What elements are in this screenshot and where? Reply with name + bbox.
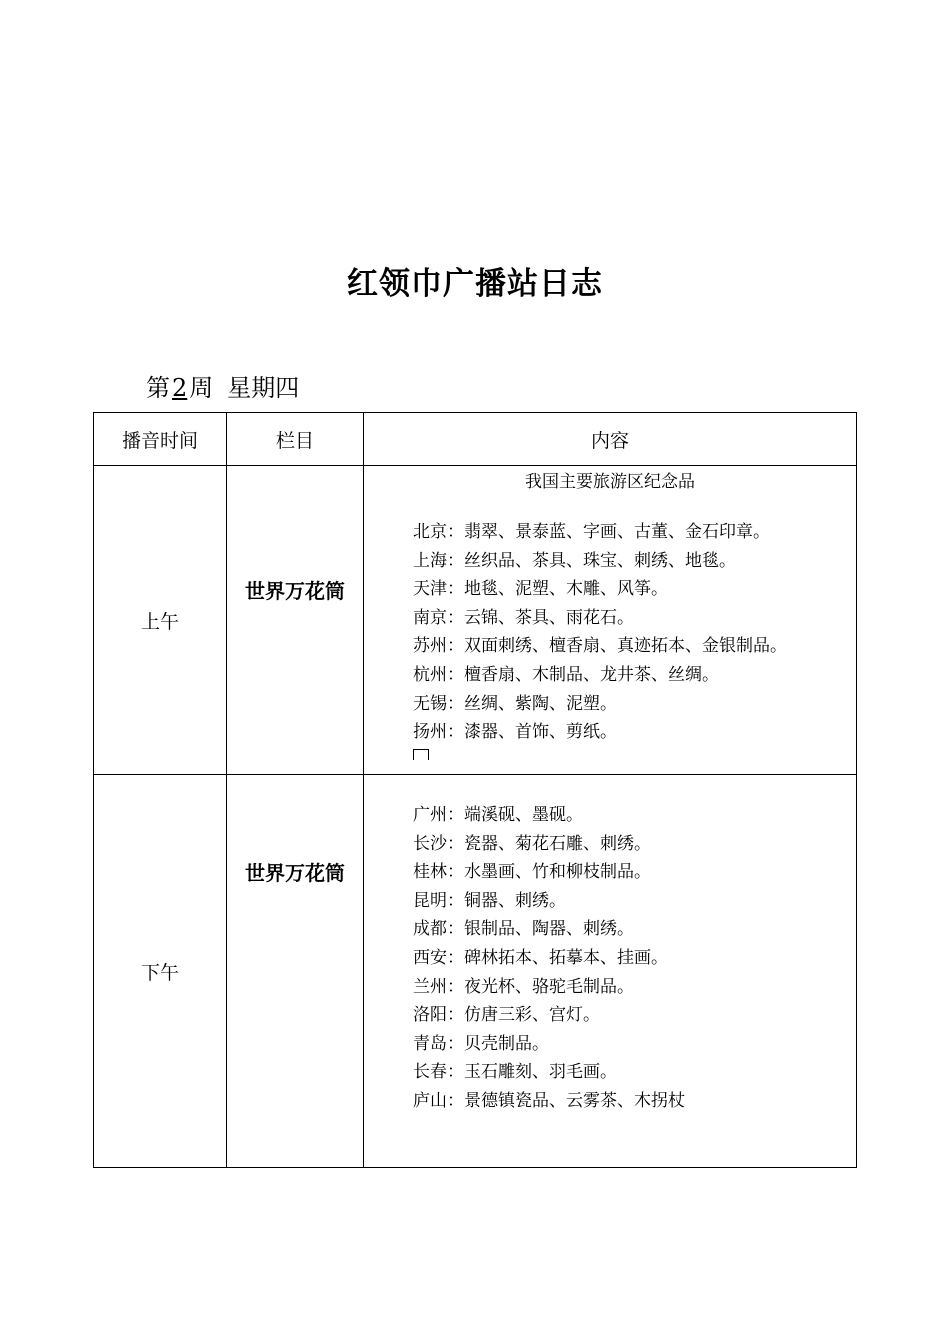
weekday: 星期四 [227, 374, 300, 402]
content-line: 无锡：丝绸、紫陶、泥塑。 [413, 693, 617, 714]
content-line: 昆明：铜器、刺绣。 [413, 890, 566, 911]
week-line [146, 368, 299, 403]
table-row [94, 466, 857, 775]
content-line: 杭州：檀香扇、木制品、龙井茶、丝绸。 [413, 664, 719, 685]
content-line: 长沙：瓷器、菊花石雕、刺绣。 [413, 833, 651, 854]
column-name: 世界万花筒 [245, 861, 345, 885]
content-line: 北京：翡翠、景泰蓝、字画、古董、金石印章。 [413, 522, 770, 542]
time-cell: 上午 [94, 466, 227, 775]
content-cell [364, 466, 857, 775]
time-cell: 下午 [94, 775, 227, 1168]
week-prefix: 第 [146, 374, 170, 402]
header-column: 栏目 [227, 413, 364, 466]
table-header-row [94, 413, 857, 466]
content-line: 天津：地毯、泥塑、木雕、风筝。 [413, 579, 668, 600]
column-cell [227, 775, 364, 1168]
content-line: 广州：端溪砚、墨砚。 [413, 805, 583, 825]
content-line: 长春：玉石雕刻、羽毛画。 [413, 1062, 617, 1083]
content-heading: 我国主要旅游区纪念品 [525, 472, 695, 492]
week-number: 2 [172, 374, 188, 402]
header-broadcast-time: 播音时间 [94, 413, 227, 466]
bracket-mark-icon [413, 749, 429, 760]
content-line: 苏州：双面刺绣、檀香扇、真迹拓本、金银制品。 [413, 636, 787, 657]
content-line: 南京：云锦、茶具、雨花石。 [413, 607, 634, 628]
header-content: 内容 [364, 413, 857, 466]
content-line: 兰州：夜光杯、骆驼毛制品。 [413, 976, 634, 997]
content-line: 青岛：贝壳制品。 [413, 1033, 549, 1054]
week-suffix: 周 [189, 374, 214, 402]
content-line: 扬州：漆器、首饰、剪纸。 [413, 722, 617, 743]
page-title: 红领巾广播站日志 [347, 266, 603, 302]
table-row [94, 775, 857, 1168]
column-cell [227, 466, 364, 775]
content-line: 洛阳：仿唐三彩、宫灯。 [413, 1005, 600, 1026]
content-line: 庐山：景德镇瓷品、云雾茶、木拐杖 [413, 1090, 685, 1111]
content-line: 西安：碑林拓本、拓摹本、挂画。 [413, 947, 668, 968]
broadcast-log-table [93, 412, 857, 1168]
content-cell [364, 775, 857, 1168]
content-line: 成都：银制品、陶器、刺绣。 [413, 919, 634, 940]
content-line: 桂林：水墨画、竹和柳枝制品。 [413, 862, 651, 883]
content-line: 上海：丝织品、茶具、珠宝、刺绣、地毯。 [413, 550, 736, 571]
column-name: 世界万花筒 [245, 579, 345, 603]
